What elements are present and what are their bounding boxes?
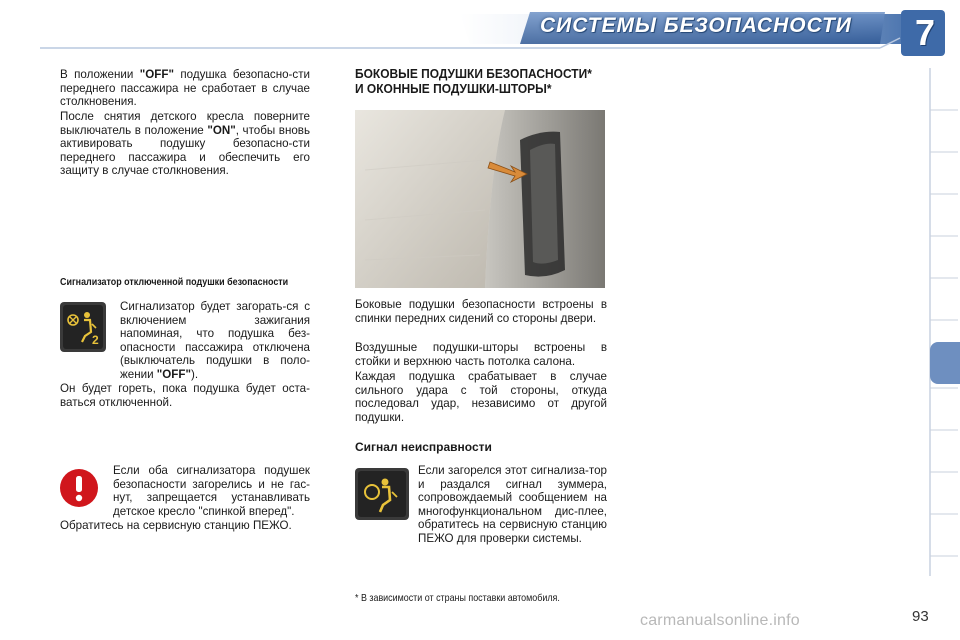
side-airbag-seat-photo — [355, 110, 605, 288]
chapter-tab-active[interactable] — [930, 342, 960, 384]
warning-exclamation-icon — [59, 468, 99, 508]
indicator-description: Сигнализатор будет загорать-ся с включением зажигания напоминая, что подушка без-опасности пассажира отключена (выключатель подушки в поло-жении "OFF"). — [120, 300, 310, 381]
chapter-tab-strip — [928, 68, 960, 576]
chapter-number: 7 — [914, 12, 936, 53]
fault-text: Если загорелся этот сигнализа-тор и раздался сигнал зуммера, сопровождаемый сообщением на многофункциональном дис-плее, обратитесь на сервисную станцию ПЕЖО для проверки системы. — [418, 464, 607, 545]
fault-heading: Сигнал неисправности — [355, 440, 492, 454]
warning-text: Если оба сигнализатора подушек безопасности загорелись и не гас-нут, запрещается устанавливать детское кресло "спинкой вперед". — [113, 464, 310, 518]
airbag-fault-indicator-icon — [355, 468, 409, 520]
footnote: * В зависимости от страны поставки автомобиля. — [355, 592, 560, 604]
paragraph-off-position: В положении "OFF" подушка безопасно-сти переднего пассажира не сработает в случае столкновения. — [60, 68, 310, 109]
paragraph-deployment: Каждая подушка срабатывает в случае сильного удара с той стороны, откуда последовал удар, независимо от другой подушки. — [355, 370, 607, 424]
chapter-title: СИСТЕМЫ БЕЗОПАСНОСТИ — [540, 14, 852, 37]
paragraph-curtain-airbags: Воздушные подушки-шторы встроены в стойки и верхнюю часть потолка салона. — [355, 341, 607, 368]
watermark: carmanualsonline.info — [640, 612, 800, 629]
svg-text:2: 2 — [92, 333, 99, 347]
airbag-off-indicator-icon — [60, 302, 106, 352]
section-heading-line2: И ОКОННЫЕ ПОДУШКИ-ШТОРЫ* — [355, 81, 552, 96]
paragraph-side-airbags: Боковые подушки безопасности встроены в спинки передних сидений со стороны двери. — [355, 298, 607, 325]
indicator-heading: Сигнализатор отключенной подушки безопасности — [60, 277, 289, 288]
section-heading-line1: БОКОВЫЕ ПОДУШКИ БЕЗОПАСНОСТИ* — [355, 66, 592, 81]
paragraph-on-position: После снятия детского кресла поверните выключатель в положение "ON", чтобы вновь активировать подушку безопасно-сти переднего пассажира и обеспечить его защиту в случае столкновения. — [60, 110, 310, 178]
page-number: 93 — [912, 608, 929, 625]
indicator-description-2: Он будет гореть, пока подушка будет оста-ваться отключенной. — [60, 382, 310, 409]
warning-text-2: Обратитесь на сервисную станцию ПЕЖО. — [60, 519, 292, 532]
